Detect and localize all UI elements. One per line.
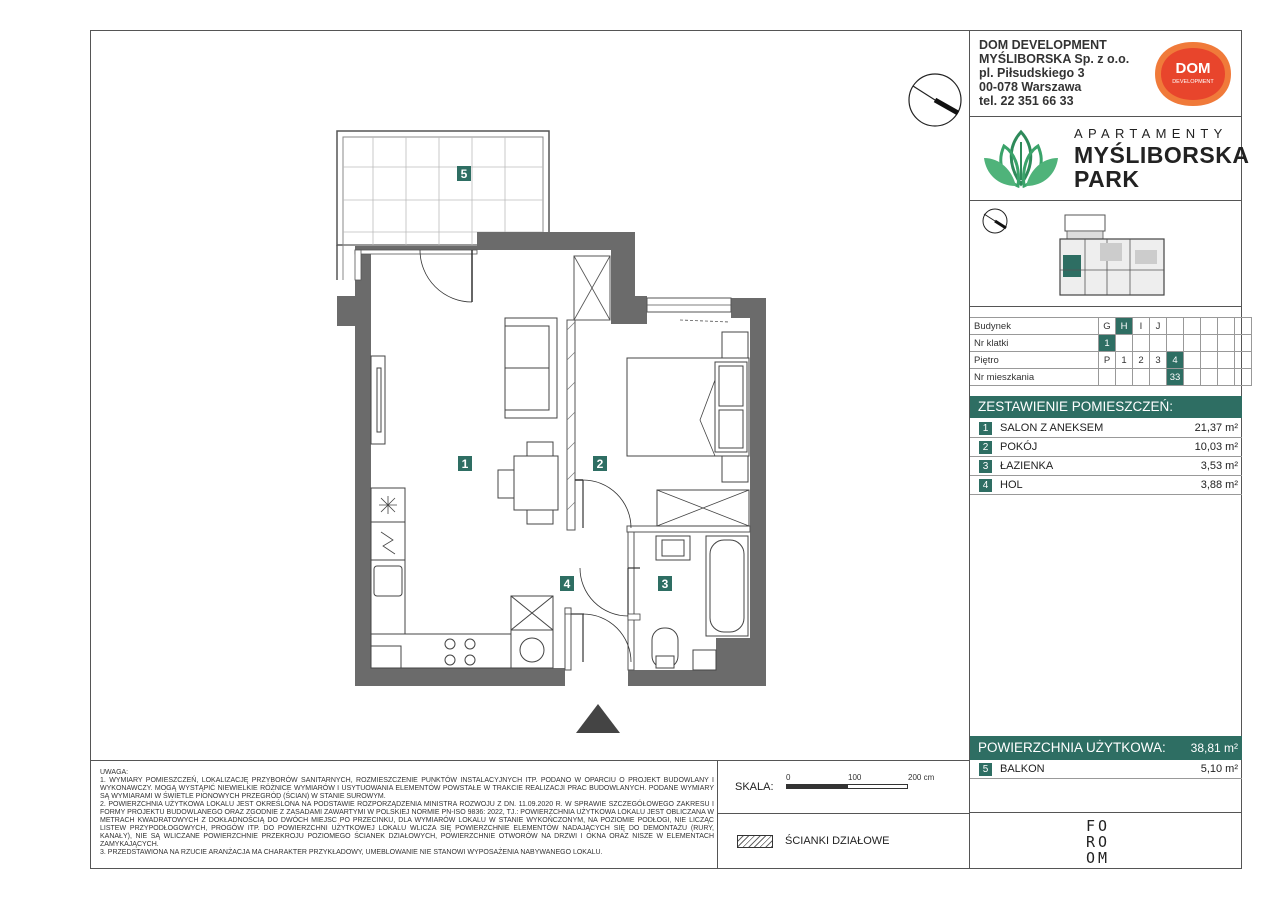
divider bbox=[969, 200, 1242, 201]
plan-label-1: 1 bbox=[461, 457, 469, 471]
wardrobe bbox=[657, 490, 749, 526]
bedroom-door bbox=[575, 480, 631, 528]
scale-tick-0: 0 bbox=[786, 773, 791, 782]
room-name: HOL bbox=[1000, 479, 1023, 491]
room-area: 21,37 m² bbox=[1194, 422, 1238, 434]
info-cell bbox=[1201, 352, 1218, 369]
info-cell bbox=[1201, 335, 1218, 352]
notes-title: UWAGA: bbox=[100, 769, 129, 776]
company-phone: tel. 22 351 66 33 bbox=[979, 94, 1074, 108]
total-area-header bbox=[970, 736, 1242, 760]
room-area: 3,53 m² bbox=[1200, 460, 1238, 472]
room-name: ŁAZIENKA bbox=[1000, 460, 1054, 472]
info-cell bbox=[1184, 318, 1201, 335]
note-2: 2. POWIERZCHNIA UŻYTKOWA LOKALU JEST OKREŚLONA NA PODSTAWIE ROZPORZĄDZENIA MINISTRA ROZWOJU Z DN. 11.09.2020 R. W SPRAWIE SZCZEGÓŁOWEGO ZAKRESU I FORMY PROJEKTU BUDOWLANEGO ORAZ ZGODNIE Z ZASADAMI ZAWARTYMI W POLSKIEJ NORMIE PN-ISO 9836: 2022, TJ.: POWIERZCHNIA UŻYTKOWA LOKALU JEST OBLICZANA W METRACH KWADRATOWYCH Z DOKŁADNOŚCIĄ DO DWÓCH MIEJSC PO PRZECINKU, DLA WYMIARÓW LOKALU W STANIE WYKOŃCZONYM, NA POZIOMIE PODŁOGI, NIE LICZĄC LISTEW PRZYPODŁOGOWYCH, PROGÓW ITP. DO POWIERZCHNI UŻYTKOWEJ LOKALU WLICZA SIĘ POWIERZCHNIE ELEMENTÓW NADAJĄCYCH SIĘ DO DEMONTAŻU (RURY, KANAŁY), NIE SĄ WLICZANE POWIERZCHNIE PRZEKROJU POZIOMEGO ŚCIANEK DZIAŁOWYCH, POWIERZCHNIE OTWORÓW NA DRZWI I OKNA ORAZ NISZE W ELEMENTACH ZAMYKAJĄCYCH. bbox=[100, 801, 714, 848]
ventilation-shaft bbox=[574, 256, 610, 320]
divider bbox=[969, 116, 1242, 117]
partition-wall-label: ŚCIANKI DZIAŁOWE bbox=[785, 835, 890, 847]
building-key-plan bbox=[1055, 210, 1170, 300]
logo-text: DOM bbox=[1175, 60, 1211, 77]
balcony-row bbox=[970, 760, 1242, 779]
unit-info-table bbox=[970, 317, 1252, 386]
info-cell: I bbox=[1133, 318, 1150, 335]
room-area: 3,88 m² bbox=[1200, 479, 1238, 491]
balcony-door bbox=[420, 250, 472, 302]
info-cell bbox=[1218, 318, 1235, 335]
info-cell bbox=[1218, 352, 1235, 369]
info-cell bbox=[1235, 335, 1252, 352]
divider bbox=[90, 760, 970, 761]
info-cell bbox=[1150, 335, 1167, 352]
company-street: pl. Piłsudskiego 3 bbox=[979, 66, 1085, 80]
info-cell bbox=[1167, 335, 1184, 352]
room-number: 4 bbox=[979, 479, 992, 492]
company-legal: MYŚLIBORSKA Sp. z o.o. bbox=[979, 52, 1130, 66]
room-row bbox=[970, 438, 1242, 457]
info-cell bbox=[1133, 335, 1150, 352]
brand-name: MYŚLIBORSKA bbox=[1074, 142, 1250, 168]
sofa bbox=[505, 318, 557, 418]
brand-top: APARTAMENTY bbox=[1074, 126, 1228, 141]
scale-label: SKALA: bbox=[735, 781, 774, 793]
foroom-logo bbox=[1086, 818, 1110, 866]
total-area-value: 38,81 m² bbox=[1190, 741, 1238, 755]
foroom-line-1: FO bbox=[1086, 817, 1111, 835]
dining-table bbox=[498, 442, 558, 524]
appliance-column bbox=[511, 596, 553, 668]
info-row bbox=[970, 369, 1252, 386]
scale-tick-200: 200 cm bbox=[908, 773, 935, 782]
room-name: SALON Z ANEKSEM bbox=[1000, 422, 1104, 434]
info-cell: 1 bbox=[1099, 335, 1116, 352]
dom-development-logo bbox=[1153, 40, 1233, 108]
room-row bbox=[970, 457, 1242, 476]
company-city: 00-078 Warszawa bbox=[979, 80, 1082, 94]
living-window bbox=[355, 250, 477, 280]
info-cell bbox=[1184, 369, 1201, 386]
divider bbox=[717, 813, 970, 814]
info-cell bbox=[1133, 369, 1150, 386]
info-cell bbox=[1116, 335, 1133, 352]
divider bbox=[717, 760, 718, 869]
plan-label-3: 3 bbox=[661, 577, 669, 591]
rooms-header: ZESTAWIENIE POMIESZCZEŃ: bbox=[970, 396, 1242, 418]
info-cell bbox=[1150, 369, 1167, 386]
info-cell bbox=[1235, 369, 1252, 386]
north-arrow-icon bbox=[905, 70, 965, 130]
room-number: 1 bbox=[979, 422, 992, 435]
room-number: 3 bbox=[979, 460, 992, 473]
bedroom-window bbox=[647, 298, 731, 322]
info-label: Nr klatki bbox=[970, 335, 1099, 352]
plan-label-5: 5 bbox=[460, 167, 468, 181]
info-cell bbox=[1184, 352, 1201, 369]
info-label: Budynek bbox=[970, 318, 1099, 335]
foroom-line-3: OM bbox=[1086, 849, 1111, 867]
company-name: DOM DEVELOPMENT bbox=[979, 38, 1107, 52]
info-cell bbox=[1201, 318, 1218, 335]
note-3: 3. PRZEDSTAWIONA NA RZUCIE ARANŻACJA MA CHARAKTER PRZYKŁADOWY, UMEBLOWANIE NIE STANOWI WYPOSAŻENIA NABYWANEGO LOKALU. bbox=[100, 849, 603, 856]
info-cell bbox=[1099, 369, 1116, 386]
info-cell: 4 bbox=[1167, 352, 1184, 369]
info-cell: P bbox=[1099, 352, 1116, 369]
info-cell bbox=[1235, 318, 1252, 335]
info-cell bbox=[1201, 369, 1218, 386]
bed bbox=[627, 332, 749, 482]
plan-label-4: 4 bbox=[563, 577, 571, 591]
info-label: Piętro bbox=[970, 352, 1099, 369]
notes-block bbox=[100, 769, 714, 857]
floor-plan bbox=[330, 120, 780, 740]
divider bbox=[969, 306, 1242, 307]
info-cell: 2 bbox=[1133, 352, 1150, 369]
foroom-line-2: RO bbox=[1086, 833, 1111, 851]
room-row bbox=[970, 419, 1242, 438]
scale-tick-100: 100 bbox=[848, 773, 862, 782]
info-cell bbox=[1116, 369, 1133, 386]
balcony-area: 5,10 m² bbox=[1200, 763, 1238, 775]
kitchen bbox=[371, 356, 511, 668]
room-name: POKÓJ bbox=[1000, 441, 1038, 453]
balcony-number: 5 bbox=[979, 763, 992, 776]
scale-bar bbox=[786, 784, 908, 789]
plan-label-2: 2 bbox=[596, 457, 604, 471]
info-cell: G bbox=[1099, 318, 1116, 335]
total-area-label: POWIERZCHNIA UŻYTKOWA: bbox=[978, 740, 1166, 755]
note-1: 1. WYMIARY POMIESZCZEŃ, LOKALIZACJĘ PRZYBORÓW SANITARNYCH, ROZMIESZCZENIE PUNKTÓW INSTALACYJNYCH ITP. PODANO W OPARCIU O PROJEKT BUDOWLANY I WYKONAWCZY. MOGĄ WYSTĄPIĆ NIEWIELKIE RÓŻNICE WYMIARÓW I USYTUOWANIA ELEMENTÓW POWSTAŁE W TRAKCIE REALIZACJI PRAC BUDOWLANYCH. PODANE WYMIARY SĄ WYMIARAMI W ŚWIETLE PIONOWYCH PRZEGRÓD (ŚCIAN) W STANIE SUROWYM. bbox=[100, 777, 714, 800]
balcony-name: BALKON bbox=[1000, 763, 1045, 775]
park-leaf-logo bbox=[978, 128, 1064, 190]
info-cell: H bbox=[1116, 318, 1133, 335]
divider bbox=[969, 812, 1242, 813]
info-cell bbox=[1235, 352, 1252, 369]
info-row bbox=[970, 352, 1252, 369]
info-cell bbox=[1184, 335, 1201, 352]
partition-wall-hatch bbox=[737, 835, 773, 848]
info-cell: 1 bbox=[1116, 352, 1133, 369]
logo-subtext: DEVELOPMENT bbox=[1172, 79, 1214, 85]
info-row bbox=[970, 318, 1252, 335]
company-info bbox=[979, 38, 1129, 108]
info-cell: 33 bbox=[1167, 369, 1184, 386]
room-number: 2 bbox=[979, 441, 992, 454]
info-cell bbox=[1218, 369, 1235, 386]
brand-park: PARK bbox=[1074, 166, 1140, 192]
entrance-marker-icon bbox=[576, 704, 620, 733]
info-label: Nr mieszkania bbox=[970, 369, 1099, 386]
room-area: 10,03 m² bbox=[1194, 441, 1238, 453]
room-row bbox=[970, 476, 1242, 495]
info-cell bbox=[1167, 318, 1184, 335]
keyplan-north-icon bbox=[980, 206, 1010, 236]
info-row bbox=[970, 335, 1252, 352]
info-cell: 3 bbox=[1150, 352, 1167, 369]
info-cell: J bbox=[1150, 318, 1167, 335]
info-cell bbox=[1218, 335, 1235, 352]
